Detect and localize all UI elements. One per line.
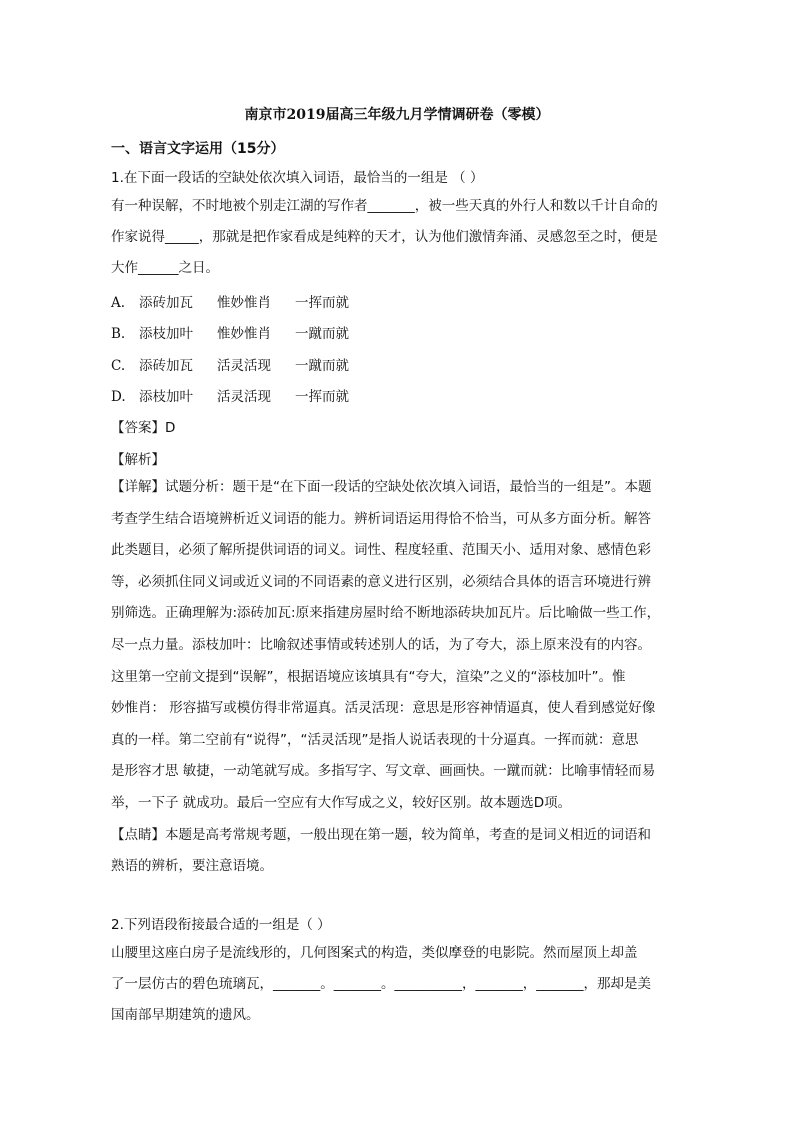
key-point-line: 熟语的辨析，要注意语境。	[111, 858, 273, 875]
explanation-line: 别筛选。正确理解为:添砖加瓦:原来指建房屋时给不断地添砖块加瓦片。后比喻做一些工作，	[111, 605, 661, 622]
option-label: C.	[111, 358, 126, 374]
exam-title: 南京市2019届高三年级九月学情调研卷（零模）	[244, 107, 550, 123]
explanation-line: 考查学生结合语境辨析近义词语的能力。辨析词语运用得恰不恰当，可从多方面分析。解答	[111, 510, 651, 527]
option-word: 活灵活现	[217, 389, 271, 405]
option-c	[111, 354, 349, 374]
explanation-line: 【详解】试题分析：题干是“在下面一段话的空缺处依次填入词语，最恰当的一组是”。本题	[111, 479, 652, 495]
option-a	[111, 291, 349, 311]
option-word: 惟妙惟肖	[217, 295, 271, 311]
analysis-label: 【解析】	[111, 452, 165, 468]
option-word: 一挥而就	[295, 295, 349, 311]
detailed-explanation	[111, 472, 683, 883]
explanation-line: 此类题目，必须了解所提供词语的词义。词性、程度轻重、范围天小、适用对象、感情色彩	[111, 542, 651, 559]
option-word: 添枝加叶	[139, 326, 193, 342]
option-label: D.	[111, 389, 126, 405]
explanation-line: 尽一点力量。添枝加叶：比喻叙述事情或转述别人的话，为了夸大，添上原来没有的内容。	[111, 636, 651, 653]
explanation-line: 是形容才思 敏捷，一动笔就写成。多指写字、写文章、画画快。一蹴而就：比喻事情轻而易	[111, 763, 656, 780]
option-d	[111, 385, 349, 405]
option-b	[111, 322, 349, 342]
question-1-passage	[111, 191, 683, 284]
option-word: 一挥而就	[295, 389, 349, 405]
explanation-line: 妙惟肖： 形容描写或模仿得非常逼真。活灵活现：意思是形容神情逼真，使人看到感觉好像	[111, 700, 656, 717]
option-label: A.	[111, 295, 126, 311]
passage-line: 国南部早期建筑的遗风。	[111, 1007, 260, 1023]
option-label: B.	[111, 326, 126, 342]
passage-line: 山腰里这座白房子是流线形的，几何图案式的构造，类似摩登的电影院。然而屋顶上却盖	[111, 945, 638, 961]
option-word: 一蹴而就	[295, 358, 349, 374]
explanation-line: 这里第一空前文提到“误解”，根据语境应该填具有“夸大，渲染”之义的“添枝加叶”。惟	[111, 668, 626, 685]
option-word: 添砖加瓦	[139, 358, 193, 374]
option-word: 添砖加瓦	[139, 295, 193, 311]
section-heading: 一、语言文字运用（15分）	[111, 141, 285, 157]
key-point-line: 【点睛】本题是高考常规考题，一般出现在第一题，较为简单，考查的是词义相近的词语和	[111, 826, 651, 843]
option-word: 活灵活现	[217, 358, 271, 374]
question-1-stem: 1.在下面一段话的空缺处依次填入词语，最恰当的一组是 （ ）	[111, 170, 484, 186]
question-2-passage	[111, 938, 683, 1031]
passage-line: 作家说得_____，那就是把作家看成是纯粹的天才，认为他们激情奔涌、灵感忽至之时，便是	[111, 229, 658, 245]
passage-line: 了一层仿古的碧色琉璃瓦，_______。_______。__________，_______，_______，那却是美	[111, 976, 651, 992]
option-word: 添枝加叶	[139, 389, 193, 405]
option-word: 一蹴而就	[295, 326, 349, 342]
explanation-line: 真的一样。第二空前有“说得”，“活灵活现”是指人说话表现的十分逼真。一挥而就：意思	[111, 731, 639, 748]
option-word: 惟妙惟肖	[217, 326, 271, 342]
explanation-line: 等，必须抓住同义词或近义词的不同语素的意义进行区别，必须结合具体的语言环境进行辨	[111, 573, 651, 590]
passage-line: 大作______之日。	[111, 260, 219, 276]
passage-line: 有一种误解，不时地被个别走江湖的写作者_______，被一些天真的外行人和数以千计自命的	[111, 198, 658, 214]
answer-line: 【答案】D	[111, 420, 176, 436]
question-2-stem: 2.下列语段衔接最合适的一组是（ ）	[111, 917, 331, 933]
explanation-line: 举，一下子 就成功。最后一空应有大作写成之义，较好区别。故本题选D项。	[111, 794, 572, 811]
